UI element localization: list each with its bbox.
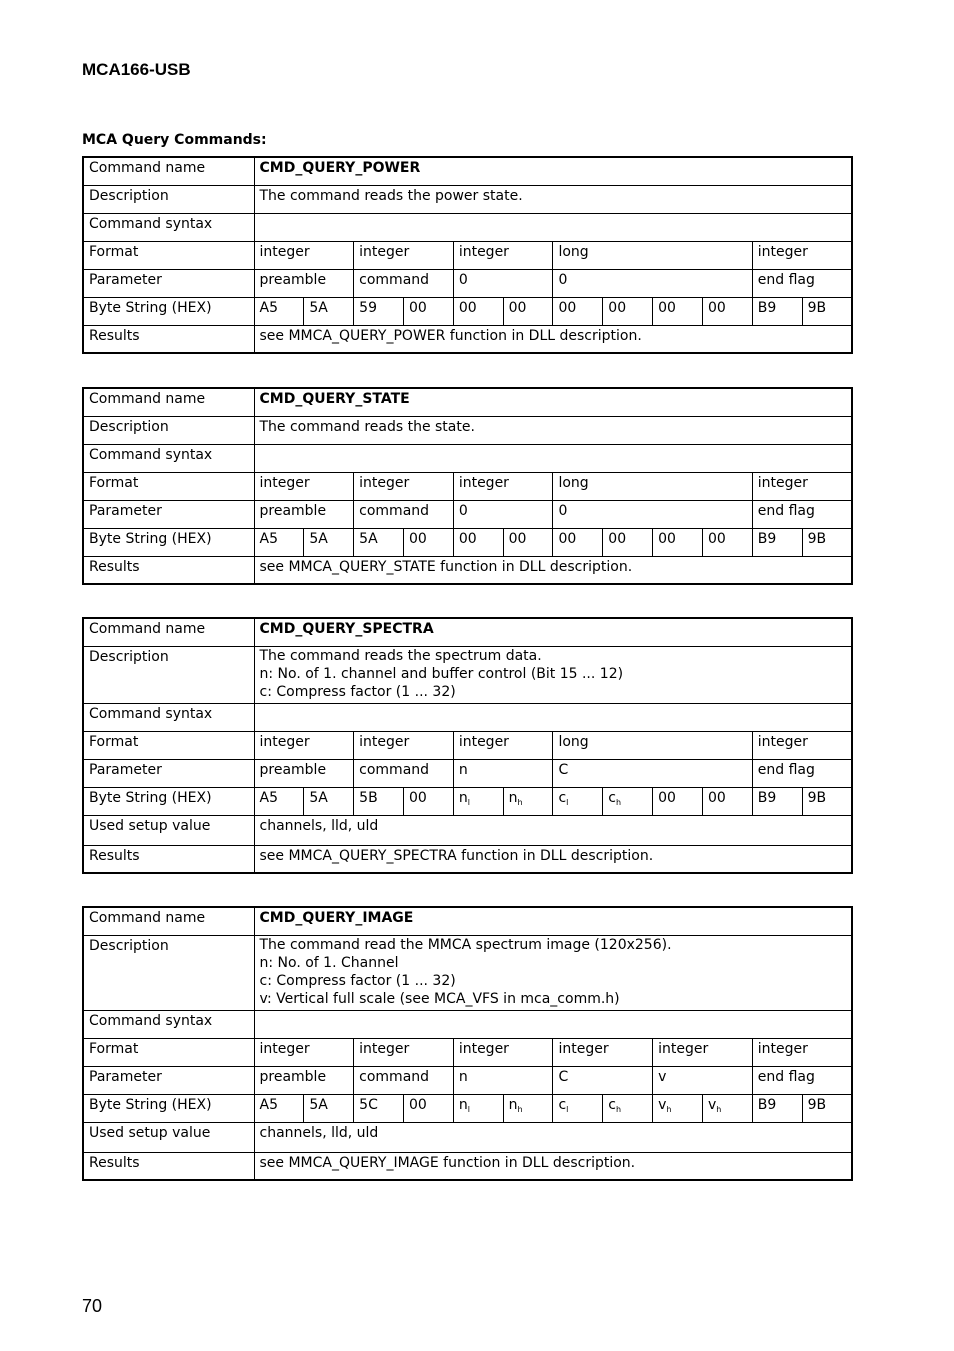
- byte-cell: [354, 1094, 404, 1122]
- parameter-row: [83, 759, 852, 787]
- row-label: Format: [83, 472, 254, 500]
- format-cell: long: [553, 241, 752, 269]
- description-line: The command read the MMCA spectrum image (120x256).: [259, 936, 672, 953]
- row-label: Command syntax: [83, 444, 254, 472]
- byte-value: n: [508, 1096, 518, 1113]
- description-line: c: Compress factor (1 ... 32): [259, 683, 456, 700]
- format-cell: integer: [453, 1038, 553, 1066]
- byte-string-row: [83, 787, 852, 815]
- byte-cell: [254, 528, 304, 556]
- row-label: Byte String (HEX): [83, 297, 254, 325]
- description-line: The command reads the spectrum data.: [259, 647, 542, 664]
- format-cell: integer: [752, 1038, 852, 1066]
- format-cell: integer: [354, 1038, 454, 1066]
- byte-cell: [653, 787, 703, 815]
- row-label: Used setup value: [83, 815, 254, 845]
- byte-value: 00: [658, 299, 676, 316]
- byte-cell: [553, 297, 603, 325]
- byte-cell: [603, 297, 653, 325]
- command-name-row: [83, 907, 852, 935]
- byte-value: 9B: [807, 530, 827, 547]
- byte-cell: [653, 528, 703, 556]
- format-cell: integer: [752, 241, 852, 269]
- used-setup-value: channels, lld, uld: [254, 1122, 852, 1152]
- parameter-cell: command: [354, 500, 454, 528]
- byte-cell: [702, 1094, 752, 1122]
- byte-cell: [603, 1094, 653, 1122]
- command-table: [82, 387, 853, 585]
- results-text: see MMCA_QUERY_POWER function in DLL description.: [254, 325, 852, 353]
- results-row: [83, 325, 852, 353]
- byte-cell: [752, 528, 802, 556]
- command-name-row: [83, 618, 852, 646]
- row-label: Description: [83, 185, 254, 213]
- byte-cell: [453, 1094, 503, 1122]
- row-label: Format: [83, 731, 254, 759]
- format-row: [83, 731, 852, 759]
- row-label: Byte String (HEX): [83, 528, 254, 556]
- byte-subscript: l: [566, 797, 569, 807]
- byte-string-row: [83, 1094, 852, 1122]
- parameter-row: [83, 500, 852, 528]
- byte-cell: [453, 528, 503, 556]
- parameter-cell: 0: [453, 500, 553, 528]
- command-syntax-row: [83, 213, 852, 241]
- byte-cell: [752, 297, 802, 325]
- byte-cell: [254, 1094, 304, 1122]
- format-cell: integer: [254, 241, 354, 269]
- byte-cell: [702, 528, 752, 556]
- row-label: Results: [83, 325, 254, 353]
- byte-cell: [453, 787, 503, 815]
- byte-value: 9B: [807, 789, 827, 806]
- byte-value: c: [608, 1096, 616, 1113]
- format-cell: integer: [752, 731, 852, 759]
- row-label: Used setup value: [83, 1122, 254, 1152]
- description-line: v: Vertical full scale (see MCA_VFS in mca_comm.h): [259, 990, 620, 1007]
- byte-cell: [503, 787, 553, 815]
- byte-subscript: h: [616, 1104, 622, 1114]
- parameter-cell: n: [453, 1066, 553, 1094]
- command-name-row: [83, 388, 852, 416]
- format-cell: integer: [254, 472, 354, 500]
- parameter-cell: preamble: [254, 269, 354, 297]
- row-label: Parameter: [83, 1066, 254, 1094]
- results-row: [83, 556, 852, 584]
- format-cell: integer: [653, 1038, 753, 1066]
- parameter-row: [83, 269, 852, 297]
- byte-value: 9B: [807, 299, 827, 316]
- byte-value: 5A: [309, 299, 328, 316]
- byte-value: c: [608, 789, 616, 806]
- byte-string-row: [83, 297, 852, 325]
- description-row: [83, 416, 852, 444]
- row-label: Command name: [83, 388, 254, 416]
- byte-value: n: [458, 1096, 468, 1113]
- byte-cell: [503, 297, 553, 325]
- byte-value: 59: [359, 299, 377, 316]
- row-label: Command name: [83, 618, 254, 646]
- byte-subscript: h: [666, 1104, 672, 1114]
- format-cell: integer: [553, 1038, 653, 1066]
- parameter-cell: command: [354, 1066, 454, 1094]
- parameter-cell: end flag: [752, 1066, 852, 1094]
- command-syntax-value: [254, 1010, 852, 1038]
- command-name-row: [83, 157, 852, 185]
- byte-cell: [603, 528, 653, 556]
- byte-value: 00: [707, 299, 726, 316]
- byte-cell: [752, 787, 802, 815]
- byte-subscript: l: [467, 797, 470, 807]
- description-line: The command reads the power state.: [259, 187, 523, 204]
- command-name: CMD_QUERY_SPECTRA: [254, 618, 852, 646]
- byte-value: 00: [508, 530, 527, 547]
- byte-cell: [653, 1094, 703, 1122]
- byte-cell: [802, 297, 852, 325]
- byte-cell: [304, 528, 354, 556]
- row-label: Parameter: [83, 759, 254, 787]
- results-text: see MMCA_QUERY_SPECTRA function in DLL description.: [254, 845, 852, 873]
- parameter-cell: n: [453, 759, 553, 787]
- description-text: [254, 416, 852, 444]
- byte-subscript: h: [716, 1104, 722, 1114]
- description-line: n: No. of 1. channel and buffer control (Bit 15 ... 12): [259, 665, 624, 682]
- byte-cell: [553, 1094, 603, 1122]
- row-label: Command syntax: [83, 213, 254, 241]
- command-syntax-row: [83, 444, 852, 472]
- byte-value: 5A: [309, 530, 328, 547]
- command-table: [82, 617, 853, 874]
- parameter-cell: end flag: [752, 500, 852, 528]
- results-row: [83, 1152, 852, 1180]
- row-label: Byte String (HEX): [83, 787, 254, 815]
- format-row: [83, 472, 852, 500]
- used-setup-row: [83, 1122, 852, 1152]
- document-title: MCA166-USB: [82, 60, 191, 79]
- results-text: see MMCA_QUERY_STATE function in DLL description.: [254, 556, 852, 584]
- row-label: Command syntax: [83, 1010, 254, 1038]
- description-text: [254, 185, 852, 213]
- byte-value: 00: [458, 530, 477, 547]
- results-text: see MMCA_QUERY_IMAGE function in DLL description.: [254, 1152, 852, 1180]
- byte-value: c: [558, 1096, 567, 1113]
- parameter-cell: 0: [553, 500, 752, 528]
- byte-value: B9: [757, 530, 777, 547]
- byte-cell: [553, 787, 603, 815]
- description-row: [83, 185, 852, 213]
- byte-value: A5: [259, 789, 278, 806]
- byte-cell: [403, 297, 453, 325]
- command-syntax-value: [254, 213, 852, 241]
- format-cell: integer: [752, 472, 852, 500]
- command-syntax-row: [83, 1010, 852, 1038]
- row-label: Description: [83, 646, 254, 703]
- byte-cell: [553, 528, 603, 556]
- row-label: Parameter: [83, 269, 254, 297]
- parameter-cell: C: [553, 1066, 653, 1094]
- byte-value: 00: [658, 789, 676, 806]
- byte-cell: [802, 528, 852, 556]
- byte-cell: [403, 787, 453, 815]
- byte-value: 5A: [309, 1096, 328, 1113]
- format-cell: integer: [354, 731, 454, 759]
- command-name: CMD_QUERY_STATE: [254, 388, 852, 416]
- parameter-cell: 0: [453, 269, 553, 297]
- parameter-cell: end flag: [752, 759, 852, 787]
- byte-value: 00: [408, 299, 427, 316]
- byte-cell: [802, 1094, 852, 1122]
- byte-subscript: l: [467, 1104, 470, 1114]
- parameter-cell: command: [354, 269, 454, 297]
- format-cell: integer: [453, 241, 553, 269]
- row-label: Results: [83, 845, 254, 873]
- description-text: [254, 646, 852, 703]
- byte-value: 00: [558, 299, 577, 316]
- format-cell: integer: [453, 731, 553, 759]
- format-cell: integer: [254, 1038, 354, 1066]
- byte-value: 5A: [359, 530, 378, 547]
- description-line: n: No. of 1. Channel: [259, 954, 399, 971]
- format-cell: integer: [254, 731, 354, 759]
- format-cell: long: [553, 472, 752, 500]
- byte-cell: [403, 1094, 453, 1122]
- byte-cell: [653, 297, 703, 325]
- byte-value: 00: [608, 530, 627, 547]
- byte-value: 00: [508, 299, 527, 316]
- format-cell: integer: [354, 241, 454, 269]
- results-row: [83, 845, 852, 873]
- row-label: Results: [83, 556, 254, 584]
- byte-cell: [354, 787, 404, 815]
- description-line: c: Compress factor (1 ... 32): [259, 972, 456, 989]
- command-table: [82, 156, 853, 354]
- byte-value: n: [508, 789, 518, 806]
- byte-cell: [503, 1094, 553, 1122]
- command-name: CMD_QUERY_IMAGE: [254, 907, 852, 935]
- command-table: [82, 906, 853, 1181]
- parameter-cell: preamble: [254, 759, 354, 787]
- byte-value: 00: [408, 789, 427, 806]
- byte-value: v: [658, 1096, 667, 1113]
- row-label: Description: [83, 416, 254, 444]
- byte-value: 00: [458, 299, 477, 316]
- section-heading: MCA Query Commands:: [82, 132, 267, 148]
- byte-value: 5B: [359, 789, 378, 806]
- byte-cell: [304, 787, 354, 815]
- byte-cell: [752, 1094, 802, 1122]
- byte-value: 5A: [309, 789, 328, 806]
- page-number: 70: [82, 1296, 103, 1316]
- used-setup-value: channels, lld, uld: [254, 815, 852, 845]
- byte-value: A5: [259, 299, 278, 316]
- byte-cell: [354, 528, 404, 556]
- byte-value: A5: [259, 530, 278, 547]
- parameter-cell: v: [653, 1066, 753, 1094]
- byte-value: B9: [757, 299, 777, 316]
- command-syntax-value: [254, 444, 852, 472]
- format-row: [83, 241, 852, 269]
- byte-cell: [304, 1094, 354, 1122]
- byte-value: 00: [608, 299, 627, 316]
- byte-cell: [403, 528, 453, 556]
- byte-cell: [254, 297, 304, 325]
- byte-subscript: h: [616, 797, 622, 807]
- byte-value: 00: [707, 789, 726, 806]
- byte-value: v: [707, 1096, 717, 1113]
- byte-value: 9B: [807, 1096, 827, 1113]
- byte-cell: [304, 297, 354, 325]
- byte-value: 5C: [359, 1096, 378, 1113]
- byte-value: n: [458, 789, 468, 806]
- format-cell: integer: [354, 472, 454, 500]
- byte-subscript: h: [517, 797, 523, 807]
- row-label: Format: [83, 241, 254, 269]
- format-cell: integer: [453, 472, 553, 500]
- byte-cell: [503, 528, 553, 556]
- used-setup-row: [83, 815, 852, 845]
- byte-cell: [254, 787, 304, 815]
- command-syntax-value: [254, 703, 852, 731]
- row-label: Command name: [83, 907, 254, 935]
- description-row: [83, 935, 852, 1010]
- row-label: Parameter: [83, 500, 254, 528]
- description-line: The command reads the state.: [259, 418, 475, 435]
- byte-value: B9: [757, 1096, 777, 1113]
- parameter-cell: end flag: [752, 269, 852, 297]
- byte-string-row: [83, 528, 852, 556]
- format-row: [83, 1038, 852, 1066]
- format-cell: long: [553, 731, 752, 759]
- byte-cell: [354, 297, 404, 325]
- byte-subscript: h: [517, 1104, 523, 1114]
- row-label: Command name: [83, 157, 254, 185]
- byte-cell: [702, 297, 752, 325]
- byte-cell: [802, 787, 852, 815]
- byte-value: c: [558, 789, 567, 806]
- byte-value: 00: [658, 530, 676, 547]
- description-text: [254, 935, 852, 1010]
- command-syntax-row: [83, 703, 852, 731]
- parameter-cell: 0: [553, 269, 752, 297]
- row-label: Results: [83, 1152, 254, 1180]
- row-label: Command syntax: [83, 703, 254, 731]
- parameter-cell: command: [354, 759, 454, 787]
- description-row: [83, 646, 852, 703]
- byte-value: B9: [757, 789, 777, 806]
- byte-cell: [453, 297, 503, 325]
- row-label: Description: [83, 935, 254, 1010]
- byte-subscript: l: [566, 1104, 569, 1114]
- byte-cell: [702, 787, 752, 815]
- parameter-cell: preamble: [254, 1066, 354, 1094]
- byte-value: 00: [707, 530, 726, 547]
- byte-value: 00: [558, 530, 577, 547]
- byte-value: 00: [408, 1096, 427, 1113]
- command-name: CMD_QUERY_POWER: [254, 157, 852, 185]
- byte-value: 00: [408, 530, 427, 547]
- byte-cell: [603, 787, 653, 815]
- parameter-cell: preamble: [254, 500, 354, 528]
- row-label: Format: [83, 1038, 254, 1066]
- byte-value: A5: [259, 1096, 278, 1113]
- parameter-row: [83, 1066, 852, 1094]
- parameter-cell: C: [553, 759, 752, 787]
- row-label: Byte String (HEX): [83, 1094, 254, 1122]
